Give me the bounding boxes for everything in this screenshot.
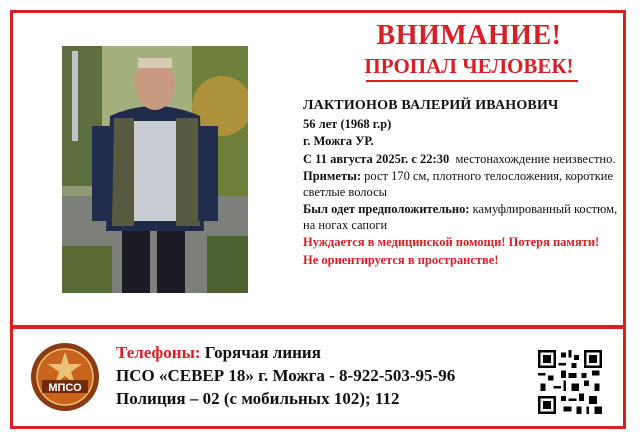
signs-text: рост 170 см, плотного телосложения, короткие светлые волосы: [303, 169, 614, 199]
heading-underline: [366, 80, 578, 82]
phones-label: Телефоны:: [116, 343, 201, 362]
missing-since-rest: местонахождение неизвестно.: [455, 151, 616, 166]
missing-since-date: С 11 августа 2025г. с 22:30: [303, 151, 450, 166]
contacts-block: [116, 341, 455, 410]
qr-code-icon[interactable]: [538, 350, 602, 414]
missing-person-heading: ПРОПАЛ ЧЕЛОВЕК!: [364, 54, 574, 78]
hotline-label: Горячая линия: [204, 343, 321, 362]
person-clothes: [303, 202, 623, 233]
person-city: г. Можга УР.: [303, 134, 374, 148]
missing-since: [303, 152, 623, 168]
mpso-logo-icon: [30, 342, 100, 412]
person-signs: [303, 169, 623, 200]
medical-warning: Нуждается в медицинской помощи! Потеря памяти!: [303, 235, 600, 249]
logo-text: МПСО: [48, 382, 82, 394]
person-photo: [62, 46, 248, 293]
person-age: 56 лет (1968 г.р): [303, 116, 392, 131]
signs-label: Приметы:: [303, 169, 362, 183]
attention-heading: ВНИМАНИЕ!: [376, 20, 562, 51]
phones-line: [116, 341, 455, 364]
person-info: [303, 98, 623, 270]
clothes-text: камуфлированный костюм, на ногах сапоги: [303, 202, 618, 232]
footer-divider: [10, 325, 626, 329]
person-name: ЛАКТИОНОВ ВАЛЕРИЙ ИВАНОВИЧ: [303, 98, 559, 113]
clothes-label: Был одет предположительно:: [303, 202, 470, 216]
orientation-warning: Не ориентируется в пространстве!: [303, 252, 499, 267]
police-phone-line: Полиция – 02 (с мобильных 102); 112: [116, 389, 400, 408]
pso-phone-line: ПСО «СЕВЕР 18» г. Можга - 8-922-503-95-96: [116, 366, 456, 385]
